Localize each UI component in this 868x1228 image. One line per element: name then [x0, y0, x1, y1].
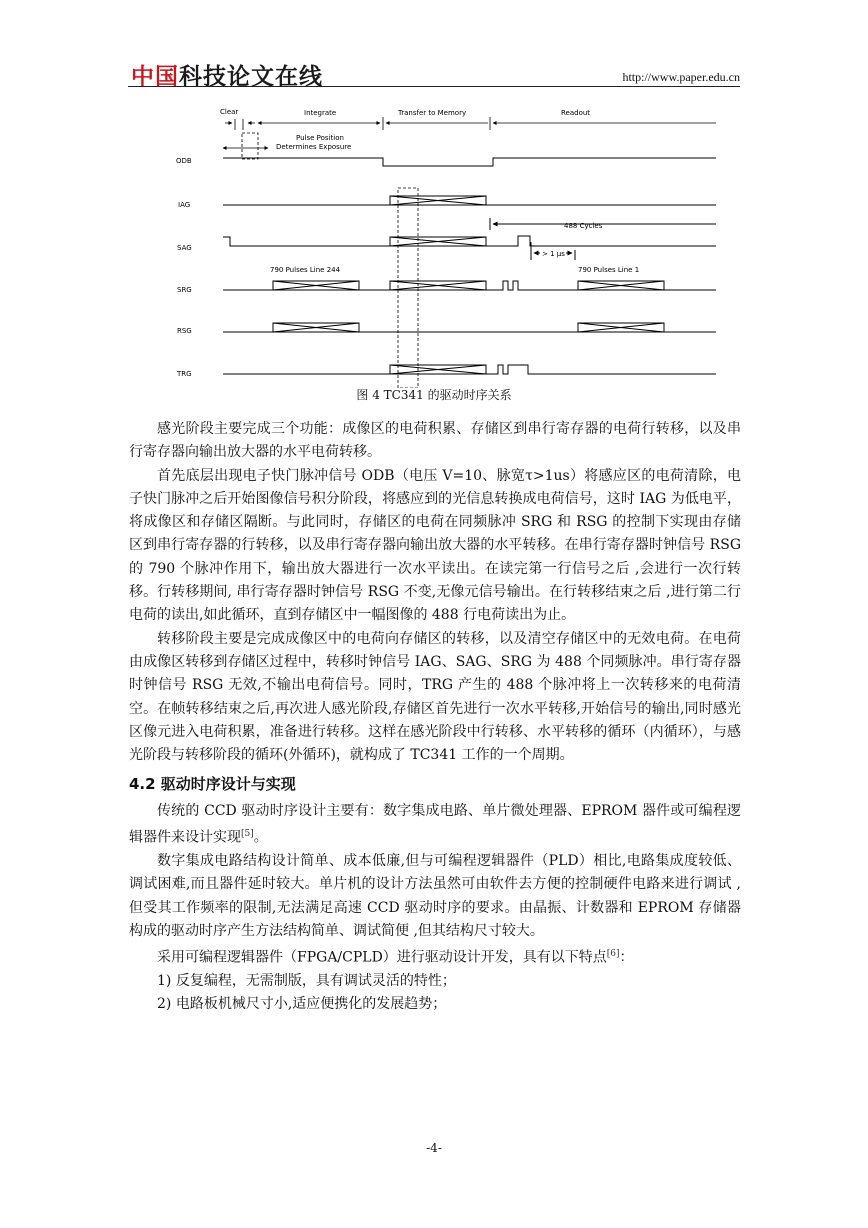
paragraph: 数字集成电路结构设计简单、成本低廉,但与可编程逻辑器件（PLD）相比,电路集成度较低、调试困难,而且器件延时较大。单片机的设计方法虽然可由软件去方便的控制硬件电路来进行调试 ,但受其工作频率的限制,无法满足高速 CCD 驱动时序的要求。由晶振、计数器和 EPROM 存储器构成的驱动时序产生方法结构简单、调试简便 ,但其结构尺寸较大。: [129, 853, 741, 939]
section-heading: 4.2 驱动时序设计与实现: [129, 775, 296, 794]
article-body: [129, 418, 741, 1017]
timing-diagram: [168, 100, 728, 388]
paragraph: 1) 反复编程，无需制版，具有调试灵活的特性；: [157, 973, 456, 990]
paragraph: 传统的 CCD 驱动时序设计主要有：数字集成电路、单片微处理器、EPROM 器件或可编程逻辑器件来设计实现[5]。: [129, 802, 741, 846]
paragraph: 转移阶段主要是完成成像区中的电荷向存储区的转移，以及清空存储区中的无效电荷。在电荷由成像区转移到存储区过程中，转移时钟信号 IAG、SAG、SRG 为 488 个同频脉冲。串行寄存器时钟信号 RSG 无效,不输出电荷信号。同时，TRG 产生的 488 个脉冲将上一次转移来的电荷清空。在帧转移结束之后,再次进人感光阶段,存储区首先进行一次水平转移,开始信号的输出,同时感光区像元进入电荷积累，准备进行转移。这样在感光阶段中行转移、水平转移的循环（内循环），与感光阶段与转移阶段的循环(外循环)，就构成了 TC341 工作的一个周期。: [129, 630, 741, 764]
signal-label-iag: IAG: [178, 201, 191, 209]
logo-dark-text: 科技论文在线: [179, 64, 323, 90]
srg-left-label: 790 Pulses Line 244: [270, 266, 341, 274]
signal-label-sag: SAG: [177, 244, 192, 252]
waveform-odb: [223, 158, 716, 166]
paragraph: 感光阶段主要完成三个功能：成像区的电荷积累、存储区到串行寄存器的电荷行转移，以及串行寄存器向输出放大器的水平电荷转移。: [129, 421, 741, 461]
header-divider: [128, 86, 740, 87]
phase-label-transfer: Transfer to Memory: [398, 109, 467, 117]
page-number: -4-: [426, 1141, 442, 1155]
citation-ref[interactable]: [5]: [241, 829, 254, 840]
phase-label-readout: Readout: [561, 109, 591, 117]
min-pulse-label: > 1 μs: [542, 250, 565, 258]
signal-label-trg: TRG: [177, 370, 192, 378]
pulse-note-2: Determines Exposure: [276, 143, 352, 151]
signal-label-srg: SRG: [177, 286, 192, 294]
citation-ref[interactable]: [6]: [606, 949, 620, 960]
pulse-note-1: Pulse Position: [296, 134, 344, 142]
phase-label-clear: Clear: [220, 108, 239, 116]
header-url[interactable]: http://www.paper.edu.cn: [622, 70, 740, 84]
srg-right-label: 790 Pulses Line 1: [578, 266, 640, 274]
logo-red-text: 中国: [131, 64, 179, 90]
paragraph: 首先底层出现电子快门脉冲信号 ODB（电压 V=10、脉宽τ>1us）将感应区的电荷清除，电子快门脉冲之后开始图像信号积分阶段，将感应到的光信息转换成电荷信号，这时 IAG 为低电平，将成像区和存储区隔断。与此同时，存储区的电荷在同频脉冲 SRG 和 RSG 的控制下实现由存储区到串行寄存器的行转移，以及串行寄存器向输出放大器的水平转移。在串行寄存器时钟信号 RSG 的 790 个脉冲作用下，输出放大器进行一次水平读出。在读完第一行信号之后 ,会进行一次行转移。行转移期间, 串行寄存器时钟信号 RSG 不变,无像元信号输出。在行转移结束之后 ,进行第二行电荷的读出,如此循环，直到存储区中一幅图像的 488 行电荷读出为止。: [129, 467, 741, 624]
paragraph: 2) 电路板机械尺寸小,适应便携化的发展趋势；: [157, 996, 447, 1013]
signal-label-odb: ODB: [176, 157, 192, 165]
figure-caption: 图 4 TC341 的驱动时序关系: [356, 388, 512, 402]
signal-label-rsg: RSG: [177, 327, 192, 335]
cycles-label: 488 Cycles: [564, 222, 603, 230]
paragraph: 采用可编程逻辑器件（FPGA/CPLD）进行驱动设计开发，具有以下特点[6]：: [157, 949, 634, 966]
phase-label-integrate: Integrate: [304, 109, 337, 117]
waveform-sag: [223, 237, 390, 246]
